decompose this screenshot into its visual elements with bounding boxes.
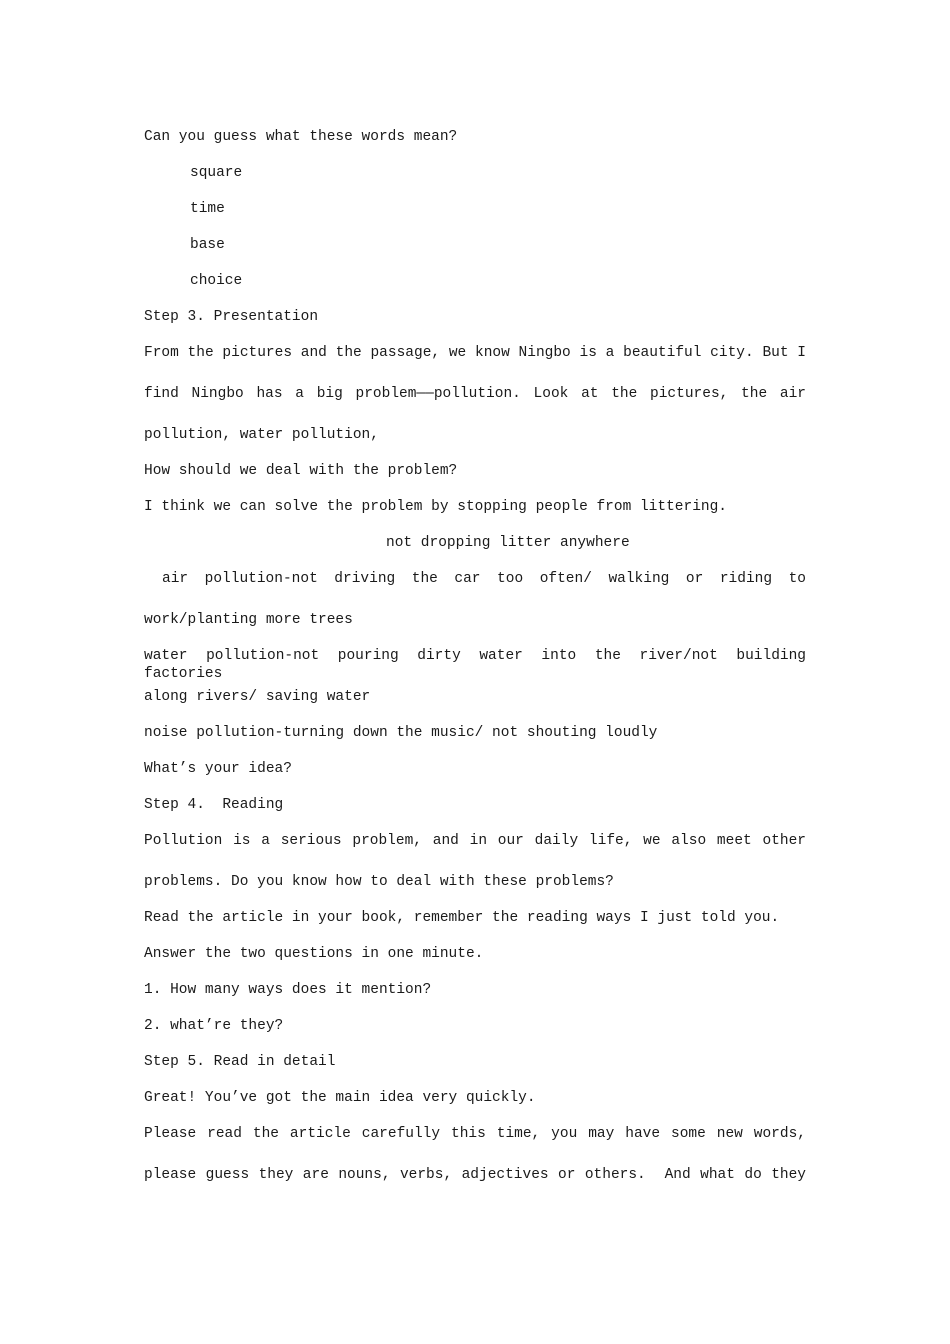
step-heading: Step 4. Reading (144, 797, 284, 813)
paragraph-line: Answer the two questions in one minute. (144, 946, 484, 962)
intro-question: Can you guess what these words mean? (144, 129, 458, 145)
vocab-word: base (190, 237, 225, 253)
paragraph-line: please guess they are nouns, verbs, adjectives or others. And what do they (144, 1167, 806, 1183)
paragraph-line: Please read the article carefully this time, you may have some new words, (144, 1126, 806, 1142)
paragraph-line: work/planting more trees (144, 612, 353, 628)
vocab-word: square (190, 165, 243, 181)
paragraph-line: noise pollution-turning down the music/ not shouting loudly (144, 725, 658, 741)
paragraph-line: pollution, water pollution, (144, 427, 379, 443)
vocab-word: time (190, 201, 225, 217)
step-heading: Step 3. Presentation (144, 309, 319, 325)
question-item: 1. How many ways does it mention? (144, 982, 432, 998)
paragraph-line: Great! You’ve got the main idea very quickly. (144, 1090, 536, 1106)
paragraph-line: What’s your idea? (144, 761, 292, 777)
paragraph-line: From the pictures and the passage, we know Ningbo is a beautiful city. But I (144, 345, 806, 361)
vocab-word: choice (190, 273, 243, 289)
question-item: 2. what’re they? (144, 1018, 284, 1034)
paragraph-line: Pollution is a serious problem, and in our daily life, we also meet other (144, 833, 806, 849)
centered-line: not dropping litter anywhere (386, 535, 630, 551)
paragraph-line: water pollution-not pouring dirty water into the river/not building factories (144, 648, 806, 682)
paragraph-line: find Ningbo has a big problem——pollution. Look at the pictures, the air (144, 386, 806, 402)
paragraph-line: Read the article in your book, remember the reading ways I just told you. (144, 910, 780, 926)
paragraph-line: I think we can solve the problem by stopping people from littering. (144, 499, 727, 515)
paragraph-line: problems. Do you know how to deal with these problems? (144, 874, 614, 890)
paragraph-line: How should we deal with the problem? (144, 463, 458, 479)
step-heading: Step 5. Read in detail (144, 1054, 336, 1070)
paragraph-line: air pollution-not driving the car too often/ walking or riding to (162, 571, 806, 587)
paragraph-line: along rivers/ saving water (144, 689, 371, 705)
